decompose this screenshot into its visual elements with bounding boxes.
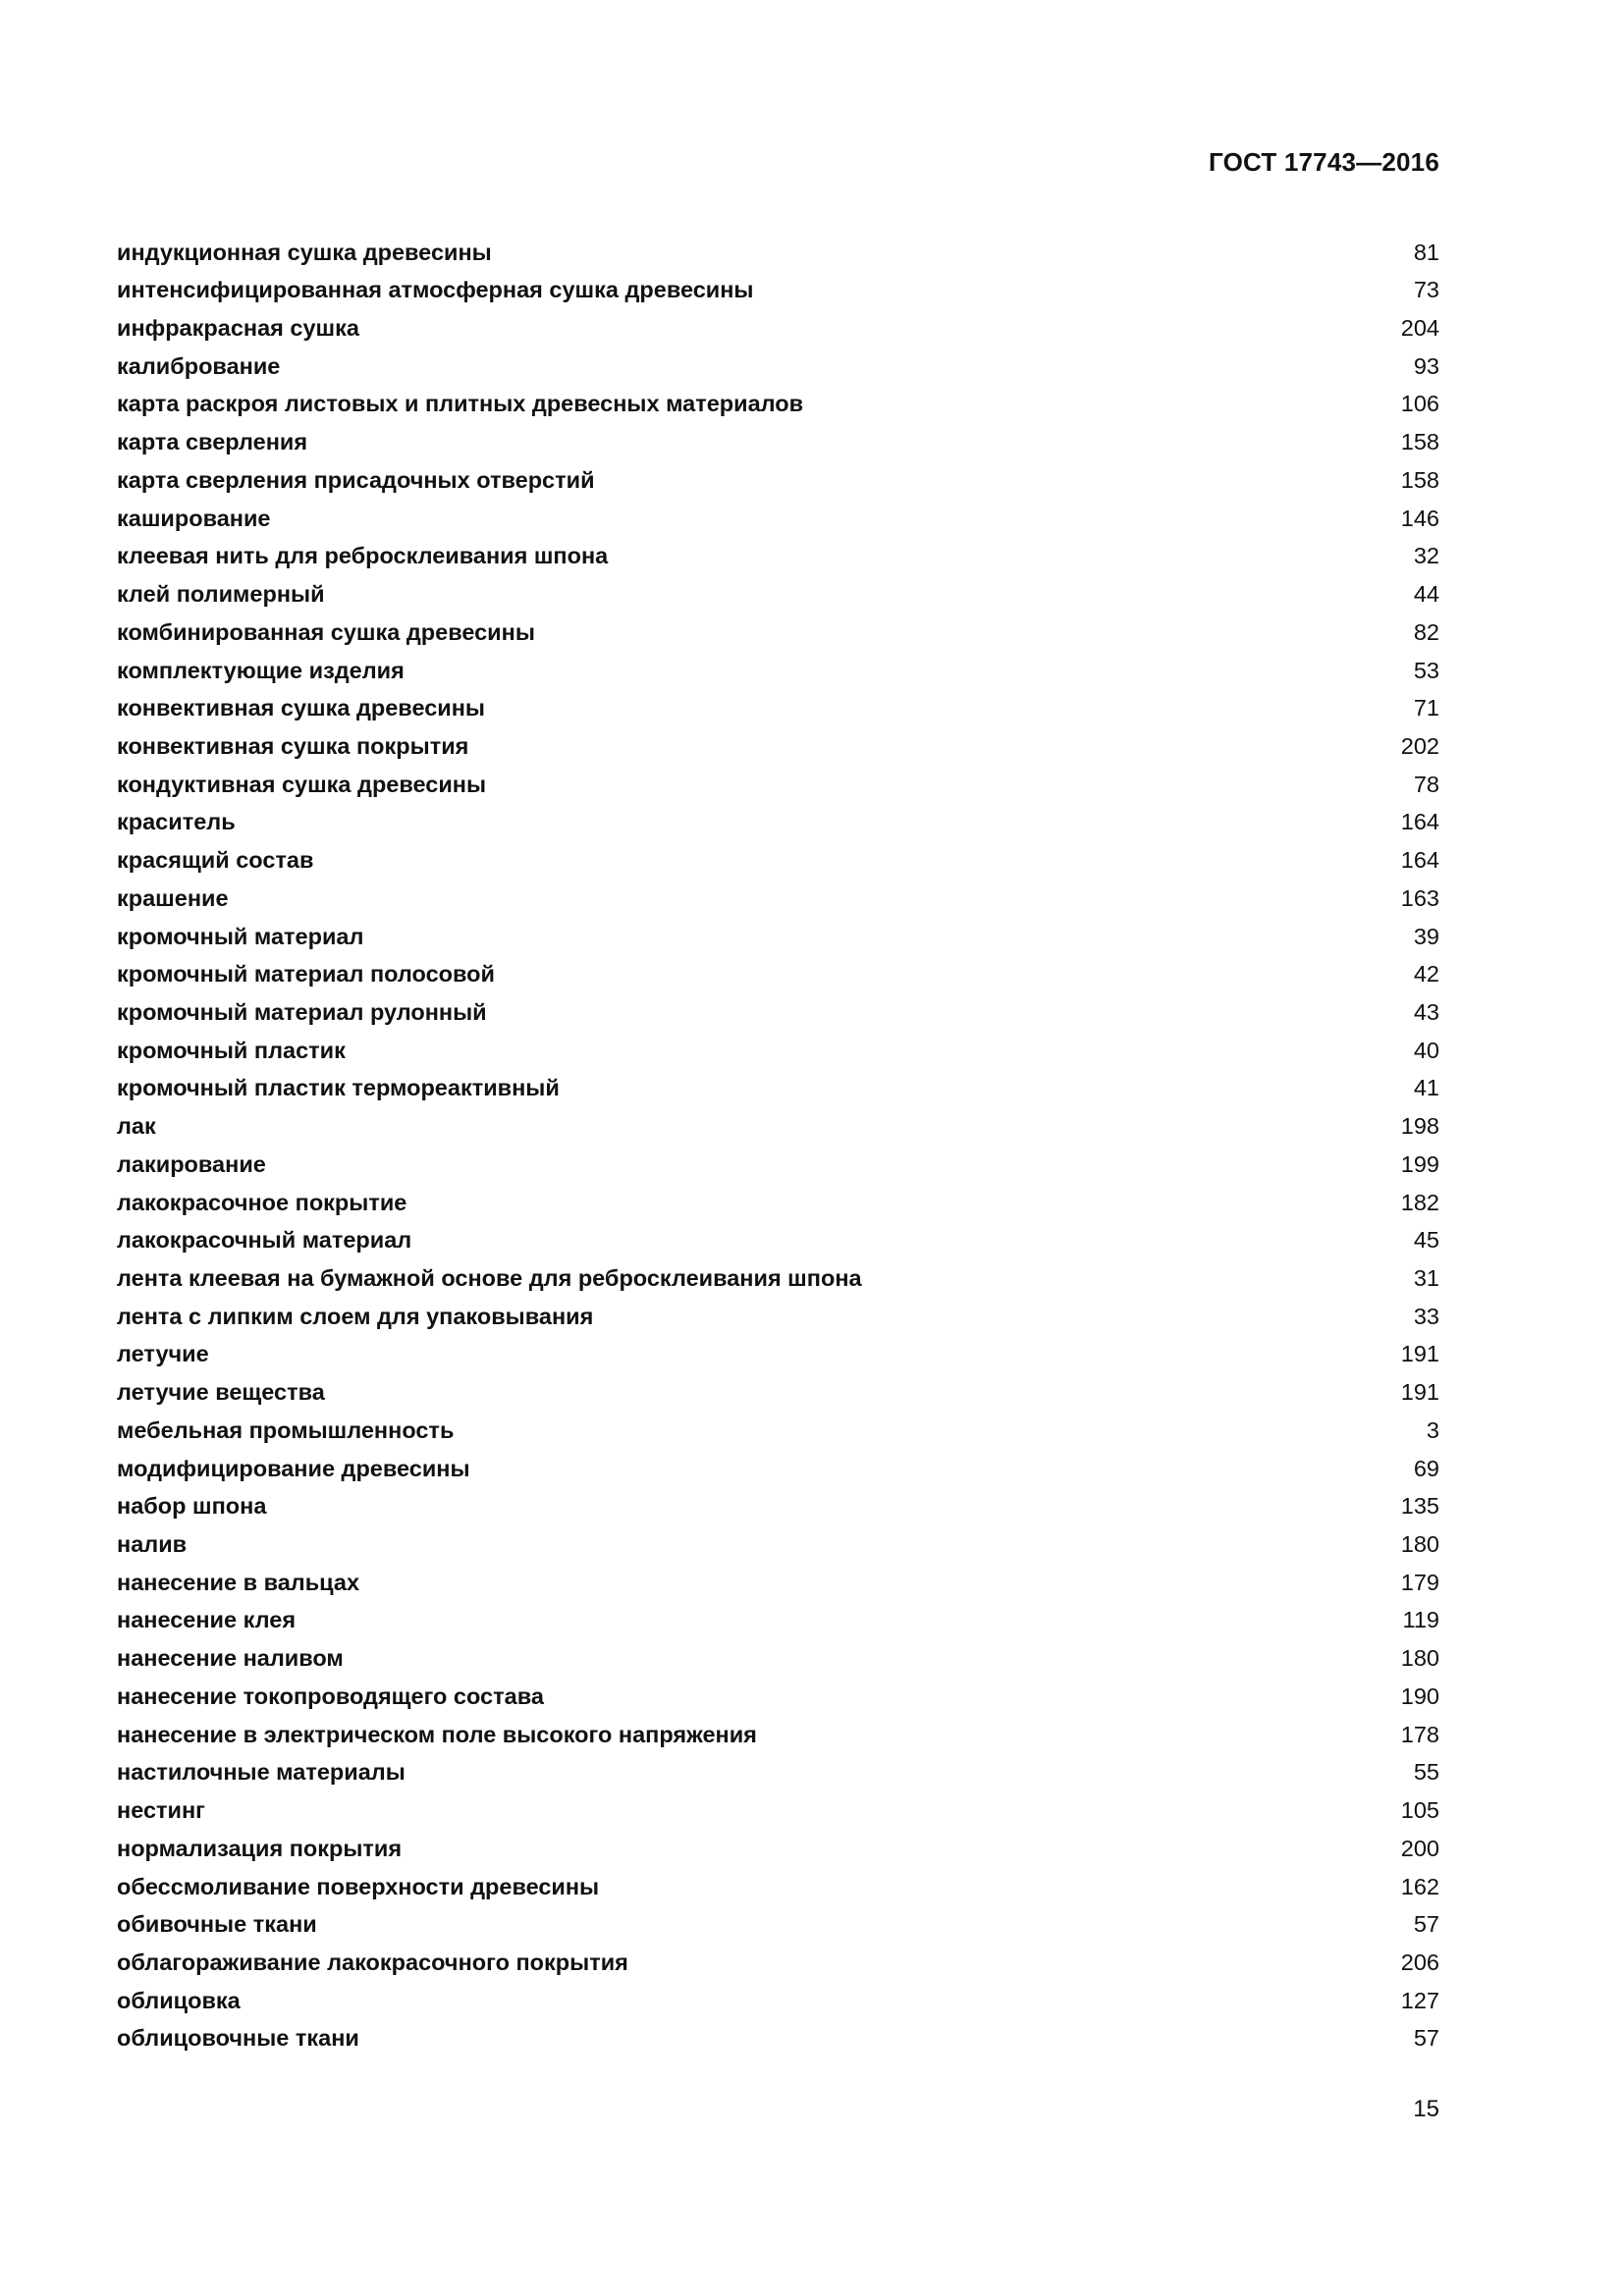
index-entry [117, 1259, 1439, 1298]
index-entry [117, 1298, 1439, 1336]
index-term: краситель [117, 809, 236, 835]
index-term: облицовка [117, 1987, 241, 2013]
index-entry [117, 766, 1439, 804]
index-reference-number: 43 [1413, 998, 1439, 1025]
index-reference-number: 158 [1400, 466, 1439, 493]
index-reference-number: 73 [1413, 277, 1439, 303]
index-entry [117, 1184, 1439, 1222]
index-entry [117, 956, 1439, 994]
index-entry [117, 386, 1439, 424]
document-header: ГОСТ 17743—2016 [1209, 147, 1439, 177]
index-reference-number: 57 [1413, 1911, 1439, 1938]
index-reference-number: 191 [1400, 1341, 1439, 1367]
index-entry [117, 1412, 1439, 1450]
index-term: клеевая нить для ребросклеивания шпона [117, 543, 609, 569]
index-reference-number: 146 [1400, 505, 1439, 531]
index-term: красящий состав [117, 847, 314, 874]
index-term: конвективная сушка древесины [117, 695, 485, 721]
index-term: каширование [117, 505, 271, 531]
index-entry [117, 272, 1439, 310]
index-term: летучие [117, 1341, 209, 1367]
index-reference-number: 135 [1400, 1493, 1439, 1520]
index-entry [117, 1906, 1439, 1945]
index-entry [117, 993, 1439, 1032]
index-term: облицовочные ткани [117, 2025, 359, 2052]
index-term: комбинированная сушка древесины [117, 618, 535, 645]
index-entry [117, 1944, 1439, 1982]
index-entry [117, 309, 1439, 347]
index-entry [117, 652, 1439, 690]
index-term: лента клеевая на бумажной основе для ребросклеивания шпона [117, 1265, 862, 1292]
index-term: кромочный пластик термореактивный [117, 1075, 560, 1101]
index-reference-number: 93 [1413, 352, 1439, 379]
index-term: обессмоливание поверхности древесины [117, 1873, 600, 1899]
index-term: лакокрасочное покрытие [117, 1189, 407, 1215]
index-term: нормализация покрытия [117, 1835, 403, 1861]
index-entry [117, 500, 1439, 538]
index-entry [117, 1070, 1439, 1108]
term-index-list [117, 234, 1439, 2058]
index-entry [117, 1678, 1439, 1716]
index-reference-number: 199 [1400, 1150, 1439, 1177]
index-entry [117, 690, 1439, 728]
index-entry [117, 1791, 1439, 1830]
index-reference-number: 78 [1413, 771, 1439, 797]
index-reference-number: 200 [1400, 1835, 1439, 1861]
index-term: лента с липким слоем для упаковывания [117, 1303, 594, 1329]
index-reference-number: 198 [1400, 1113, 1439, 1140]
index-reference-number: 182 [1400, 1189, 1439, 1215]
index-entry [117, 424, 1439, 462]
index-reference-number: 202 [1400, 732, 1439, 759]
index-reference-number: 127 [1400, 1987, 1439, 2013]
index-term: крашение [117, 884, 229, 911]
index-term: интенсифицированная атмосферная сушка древесины [117, 277, 754, 303]
index-reference-number: 119 [1402, 1607, 1439, 1633]
index-reference-number: 41 [1413, 1075, 1439, 1101]
index-entry [117, 234, 1439, 272]
index-term: нанесение наливом [117, 1645, 344, 1672]
index-reference-number: 3 [1426, 1416, 1439, 1443]
index-entry [117, 880, 1439, 918]
index-entry [117, 1754, 1439, 1792]
index-entry [117, 1564, 1439, 1602]
index-term: настилочные материалы [117, 1759, 406, 1786]
index-term: кромочный материал рулонный [117, 998, 487, 1025]
index-entry [117, 461, 1439, 500]
index-term: налив [117, 1531, 188, 1558]
index-term: карта сверления [117, 429, 308, 455]
index-reference-number: 178 [1400, 1721, 1439, 1747]
index-entry [117, 1374, 1439, 1413]
index-term: нестинг [117, 1797, 205, 1824]
index-reference-number: 55 [1413, 1759, 1439, 1786]
index-term: лак [117, 1113, 156, 1140]
index-entry [117, 1032, 1439, 1070]
index-term: калибрование [117, 352, 281, 379]
index-reference-number: 33 [1413, 1303, 1439, 1329]
index-entry [117, 1525, 1439, 1564]
index-entry [117, 2020, 1439, 2058]
index-reference-number: 44 [1413, 581, 1439, 608]
index-reference-number: 204 [1400, 315, 1439, 342]
index-entry [117, 1108, 1439, 1147]
index-entry [117, 538, 1439, 576]
index-entry [117, 1868, 1439, 1906]
index-reference-number: 163 [1400, 884, 1439, 911]
index-term: нанесение в электрическом поле высокого напряжения [117, 1721, 757, 1747]
index-reference-number: 162 [1400, 1873, 1439, 1899]
index-entry [117, 1830, 1439, 1868]
index-reference-number: 39 [1413, 923, 1439, 949]
index-entry [117, 1640, 1439, 1679]
index-reference-number: 57 [1413, 2025, 1439, 2052]
index-term: обивочные ткани [117, 1911, 317, 1938]
index-entry [117, 575, 1439, 614]
index-reference-number: 40 [1413, 1037, 1439, 1063]
index-term: кромочный материал [117, 923, 364, 949]
index-term: лакокрасочный материал [117, 1227, 412, 1254]
index-entry [117, 1716, 1439, 1754]
index-term: нанесение клея [117, 1607, 297, 1633]
index-term: нанесение в вальцах [117, 1569, 360, 1595]
index-entry [117, 1146, 1439, 1184]
index-term: летучие вещества [117, 1379, 325, 1406]
index-entry [117, 1982, 1439, 2020]
index-reference-number: 206 [1400, 1949, 1439, 1975]
index-entry [117, 804, 1439, 842]
index-entry [117, 1336, 1439, 1374]
index-term: комплектующие изделия [117, 657, 405, 683]
index-entry [117, 918, 1439, 956]
index-term: набор шпона [117, 1493, 267, 1520]
index-reference-number: 191 [1400, 1379, 1439, 1406]
index-reference-number: 180 [1400, 1645, 1439, 1672]
index-entry [117, 1222, 1439, 1260]
index-reference-number: 81 [1413, 239, 1439, 265]
index-term: модифицирование древесины [117, 1455, 470, 1481]
index-entry [117, 347, 1439, 386]
index-entry [117, 842, 1439, 881]
index-reference-number: 45 [1413, 1227, 1439, 1254]
index-term: кондуктивная сушка древесины [117, 771, 487, 797]
page-number: 15 [1413, 2096, 1439, 2122]
index-term: карта раскроя листовых и плитных древесных материалов [117, 391, 804, 417]
index-entry [117, 1602, 1439, 1640]
index-reference-number: 158 [1400, 429, 1439, 455]
index-reference-number: 42 [1413, 961, 1439, 988]
index-term: инфракрасная сушка [117, 315, 359, 342]
index-reference-number: 69 [1413, 1455, 1439, 1481]
index-entry [117, 727, 1439, 766]
index-term: карта сверления присадочных отверстий [117, 466, 595, 493]
index-reference-number: 164 [1400, 809, 1439, 835]
index-term: нанесение токопроводящего состава [117, 1682, 544, 1709]
index-reference-number: 71 [1413, 695, 1439, 721]
index-reference-number: 106 [1400, 391, 1439, 417]
index-entry [117, 614, 1439, 652]
index-reference-number: 180 [1400, 1531, 1439, 1558]
index-reference-number: 31 [1413, 1265, 1439, 1292]
index-term: индукционная сушка древесины [117, 239, 492, 265]
index-reference-number: 190 [1400, 1682, 1439, 1709]
index-term: лакирование [117, 1150, 266, 1177]
index-term: облагораживание лакокрасочного покрытия [117, 1949, 628, 1975]
index-reference-number: 32 [1413, 543, 1439, 569]
index-reference-number: 82 [1413, 618, 1439, 645]
index-reference-number: 105 [1400, 1797, 1439, 1824]
index-reference-number: 53 [1413, 657, 1439, 683]
index-reference-number: 179 [1400, 1569, 1439, 1595]
index-term: кромочный пластик [117, 1037, 346, 1063]
index-term: мебельная промышленность [117, 1416, 455, 1443]
index-term: конвективная сушка покрытия [117, 732, 469, 759]
index-term: кромочный материал полосовой [117, 961, 495, 988]
index-term: клей полимерный [117, 581, 325, 608]
index-reference-number: 164 [1400, 847, 1439, 874]
index-entry [117, 1488, 1439, 1526]
index-entry [117, 1450, 1439, 1488]
